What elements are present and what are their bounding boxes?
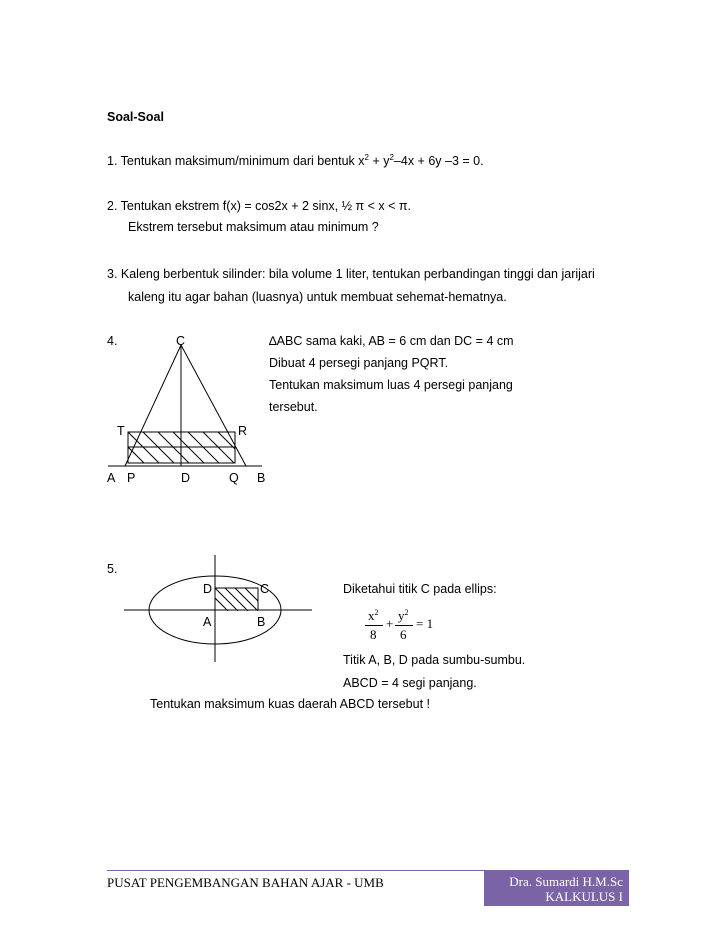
question-5-text-4: Tentukan maksimum kuas daerah ABCD tersebut ! [150, 697, 430, 711]
hatch-lines-2 [205, 588, 268, 611]
question-3-line-2: kaleng itu agar bahan (luasnya) untuk membuat sehemat-hematnya. [128, 290, 507, 304]
fraction-2-numerator-sup: 2 [404, 608, 409, 617]
question-5-text-3: ABCD = 4 segi panjang. [343, 676, 477, 690]
footer-author-box [484, 871, 629, 906]
label-T: T [117, 424, 125, 438]
label-C: C [176, 334, 186, 348]
fraction-1-denominator: 8 [370, 627, 377, 642]
question-2-line-1: 2. Tentukan ekstrem f(x) = cos2x + 2 sinx, ½ π < x < π. [107, 199, 411, 213]
question-1-sup-b: 2 [389, 153, 394, 162]
fraction-1-numerator-x: x [368, 608, 375, 623]
fraction-1-numerator-sup: 2 [374, 608, 379, 617]
ellipse-label-C: C [260, 582, 270, 596]
question-1-text-a: 1. Tentukan maksimum/minimum dari bentuk x [107, 154, 365, 168]
fraction-1-numerator [368, 608, 379, 624]
ellipse-label-A: A [203, 615, 212, 629]
question-4-text-2: Dibuat 4 persegi panjang PQRT. [269, 356, 449, 370]
fraction-2-numerator [398, 608, 409, 624]
question-4-number: 4. [107, 334, 118, 348]
fraction-1-bar [365, 625, 383, 626]
equals-one: = 1 [416, 616, 434, 631]
label-A: A [107, 471, 116, 485]
question-1-text-c: –4x + 6y –3 = 0. [393, 154, 484, 168]
ellipse-label-D: D [203, 582, 213, 596]
plus-sign: + [386, 616, 394, 631]
label-R: R [238, 424, 248, 438]
question-5-text-2: Titik A, B, D pada sumbu-sumbu. [343, 653, 526, 667]
label-D: D [181, 471, 191, 485]
question-1-text-b: + y [368, 154, 390, 168]
label-P: P [127, 471, 136, 485]
fraction-2-denominator: 6 [400, 627, 407, 642]
question-4-text-1: ∆ABC sama kaki, AB = 6 cm dan DC = 4 cm [269, 334, 514, 348]
footer-course: KALKULUS I [545, 889, 623, 904]
footer-left-text: PUSAT PENGEMBANGAN BAHAN AJAR - UMB [107, 875, 384, 890]
question-5-number: 5. [107, 562, 118, 576]
question-4-text-4: tersebut. [269, 400, 318, 414]
ellipse-label-B: B [257, 615, 266, 629]
question-4-text-3: Tentukan maksimum luas 4 persegi panjang [269, 378, 513, 392]
section-heading: Soal-Soal [107, 110, 164, 124]
label-Q: Q [229, 471, 239, 485]
question-1-sup-a: 2 [364, 153, 369, 162]
fraction-2-numerator-y: y [398, 608, 405, 623]
fraction-2-bar [395, 625, 413, 626]
question-3-line-1: 3. Kaleng berbentuk silinder: bila volume 1 liter, tentukan perbandingan tinggi dan jarijari [107, 267, 595, 281]
question-5-text-1: Diketahui titik C pada ellips: [343, 582, 497, 596]
question-2-line-2: Ekstrem tersebut maksimum atau minimum ? [128, 220, 379, 234]
footer-author: Dra. Sumardi H.M.Sc [509, 874, 623, 889]
label-B: B [257, 471, 266, 485]
